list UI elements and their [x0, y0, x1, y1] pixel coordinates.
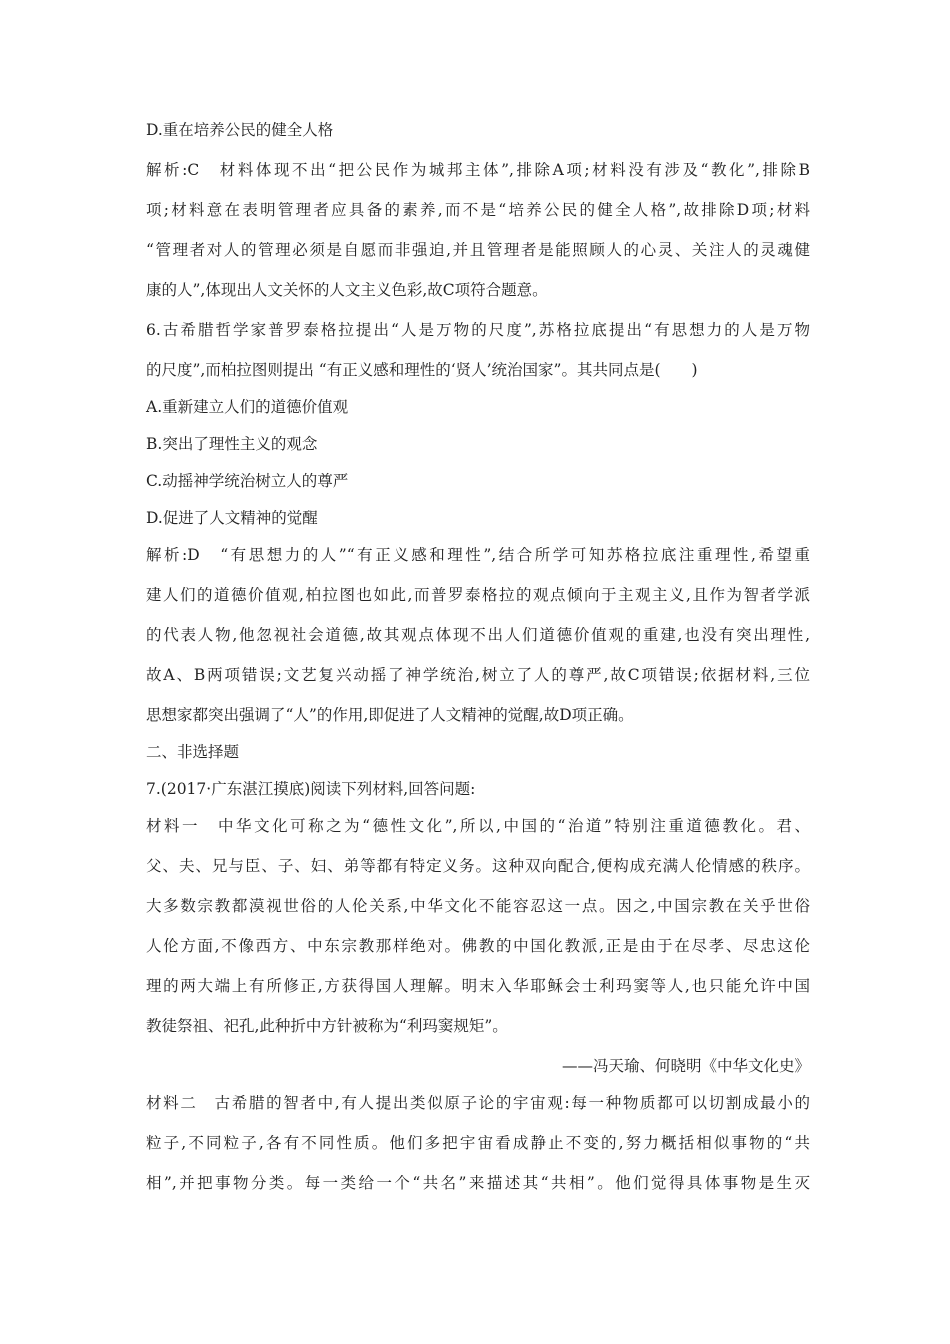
analysis-5-line-2: 项;材料意在表明管理者应具备的素养,而不是“培养公民的健全人格”,故排除D项;材料 — [146, 201, 810, 219]
material-1-line-1: 材料一 中华文化可称之为“德性文化”,所以,中国的“治道”特别注重道德教化。君、 — [146, 817, 810, 835]
material-2-line-3: 相”,并把事物分类。每一类给一个“共名”来描述其“共相”。他们觉得具体事物是生灭 — [146, 1174, 810, 1192]
analysis-6-line-1: 解析:D “有思想力的人”“有正义感和理性”,结合所学可知苏格拉底注重理性,希望重 — [146, 546, 810, 564]
analysis-5-line-1: 解析:C 材料体现不出“把公民作为城邦主体”,排除A项;材料没有涉及“教化”,排除B — [146, 161, 810, 179]
question-6-line-1: 6.古希腊哲学家普罗泰格拉提出“人是万物的尺度”,苏格拉底提出“有思想力的人是万物 — [146, 321, 810, 339]
analysis-6-line-5: 思想家都突出强调了“人”的作用,即促进了人文精神的觉醒,故D项正确。 — [146, 706, 634, 724]
analysis-5-line-4: 康的人”,体现出人文关怀的人文主义色彩,故C项符合题意。 — [146, 281, 548, 299]
question-6-option-c: C.动摇神学统治树立人的尊严 — [146, 472, 349, 490]
material-1-line-6: 教徒祭祖、祀孔,此种折中方针被称为“利玛窦规矩”。 — [146, 1017, 508, 1035]
material-1-source: ——冯天瑜、何晓明《中华文化史》 — [561, 1057, 810, 1075]
material-1-line-2: 父、夫、兄与臣、子、妇、弟等都有特定义务。这种双向配合,便构成充满人伦情感的秩序。 — [146, 857, 810, 875]
section-heading: 二、非选择题 — [146, 743, 240, 761]
question-6-option-b: B.突出了理性主义的观念 — [146, 435, 318, 453]
analysis-6-line-2: 建人们的道德价值观,柏拉图也如此,而普罗泰格拉的观点倾向于主观主义,且作为智者学派 — [146, 586, 810, 604]
analysis-6-line-4: 故A、B两项错误;文艺复兴动摇了神学统治,树立了人的尊严,故C项错误;依据材料,三位 — [146, 666, 810, 684]
question-6-option-a: A.重新建立人们的道德价值观 — [146, 398, 349, 416]
material-1-line-4: 人伦方面,不像西方、中东宗教那样绝对。佛教的中国化教派,正是由于在尽孝、尽忠这伦 — [146, 937, 810, 955]
material-1-line-3: 大多数宗教都漠视世俗的人伦关系,中华文化不能容忍这一点。因之,中国宗教在关乎世俗 — [146, 897, 810, 915]
option-d-prev: D.重在培养公民的健全人格 — [146, 121, 334, 139]
material-2-line-1: 材料二 古希腊的智者中,有人提出类似原子论的宇宙观:每一种物质都可以切割成最小的 — [146, 1094, 810, 1112]
analysis-6-line-3: 的代表人物,他忽视社会道德,故其观点体现不出人们道德价值观的重建,也没有突出理性, — [146, 626, 810, 644]
analysis-5-line-3: “管理者对人的管理必须是自愿而非强迫,并且管理者是能照顾人的心灵、关注人的灵魂健 — [146, 241, 810, 259]
question-7-stem: 7.(2017·广东湛江摸底)阅读下列材料,回答问题: — [146, 780, 476, 798]
question-6-option-d: D.促进了人文精神的觉醒 — [146, 509, 318, 527]
document-page — [146, 120, 810, 1193]
material-2-line-2: 粒子,不同粒子,各有不同性质。他们多把宇宙看成静止不变的,努力概括相似事物的“共 — [146, 1134, 810, 1152]
question-6-line-2: 的尺度”,而柏拉图则提出 “有正义感和理性的‘贤人’统治国家”。其共同点是( ) — [146, 361, 698, 379]
material-1-line-5: 理的两大端上有所修正,方获得国人理解。明末入华耶稣会士利玛窦等人,也只能允许中国 — [146, 977, 810, 995]
